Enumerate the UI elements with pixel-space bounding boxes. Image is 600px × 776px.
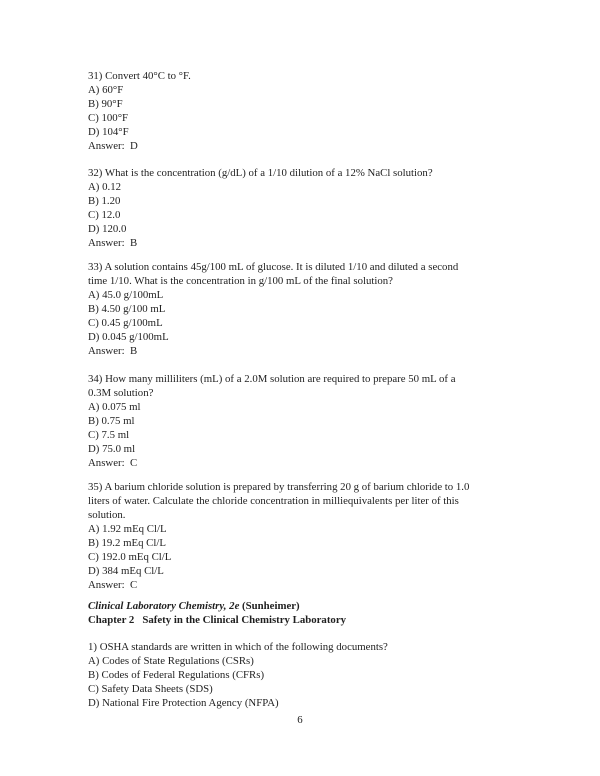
choice-a: A) 60°F — [88, 84, 124, 96]
question-text-line2: time 1/10. What is the concentration in g/100 mL of the final solution? — [88, 275, 393, 287]
choice-c: C) 12.0 — [88, 209, 121, 221]
choice-a: A) 1.92 mEq Cl/L — [88, 523, 167, 535]
choice-b: B) 19.2 mEq Cl/L — [88, 537, 166, 549]
question-35 — [88, 480, 574, 592]
answer-line: Answer: B — [88, 345, 138, 357]
question-34 — [88, 372, 574, 470]
choice-a: A) 0.075 ml — [88, 401, 141, 413]
question-text: 35) A barium chloride solution is prepared by transferring 20 g of barium chloride to 1.0 — [88, 481, 470, 493]
answer-line: Answer: C — [88, 579, 138, 591]
choice-b: B) 1.20 — [88, 195, 121, 207]
question-text-line3: solution. — [88, 509, 126, 521]
question-31 — [88, 69, 574, 153]
question-text-line2: liters of water. Calculate the chloride concentration in milliequivalents per liter of this — [88, 495, 459, 507]
question-text: 32) What is the concentration (g/dL) of a 1/10 dilution of a 12% NaCl solution? — [88, 167, 433, 179]
choice-c: C) 7.5 ml — [88, 429, 130, 441]
choice-d: D) 0.045 g/100mL — [88, 331, 169, 343]
choice-a: A) 0.12 — [88, 181, 121, 193]
question-text: 1) OSHA standards are written in which of the following documents? — [88, 641, 388, 653]
choice-a: A) 45.0 g/100mL — [88, 289, 164, 301]
question-text: 31) Convert 40°C to °F. — [88, 70, 191, 82]
question-33 — [88, 260, 574, 358]
choice-d: D) National Fire Protection Agency (NFPA) — [88, 697, 279, 709]
answer-line: Answer: D — [88, 140, 138, 152]
answer-line: Answer: C — [88, 457, 138, 469]
answer-line: Answer: B — [88, 237, 138, 249]
book-title-line — [88, 599, 574, 613]
choice-c: C) 0.45 g/100mL — [88, 317, 163, 329]
choice-b: B) 0.75 ml — [88, 415, 135, 427]
question-text: 33) A solution contains 45g/100 mL of glucose. It is diluted 1/10 and diluted a second — [88, 261, 459, 273]
chapter-heading — [88, 599, 574, 627]
choice-c: C) Safety Data Sheets (SDS) — [88, 683, 213, 695]
question-text: 34) How many milliliters (mL) of a 2.0M solution are required to prepare 50 mL of a — [88, 373, 456, 385]
choice-c: C) 100°F — [88, 112, 129, 124]
choice-b: B) 90°F — [88, 98, 123, 110]
choice-d: D) 75.0 ml — [88, 443, 136, 455]
question-1 — [88, 640, 574, 710]
choice-b: B) 4.50 g/100 mL — [88, 303, 166, 315]
chapter-title: Chapter 2 Safety in the Clinical Chemistry Laboratory — [88, 614, 347, 626]
page-number: 6 — [297, 714, 303, 726]
question-text-line2: 0.3M solution? — [88, 387, 154, 399]
choice-d: D) 384 mEq Cl/L — [88, 565, 164, 577]
choice-b: B) Codes of Federal Regulations (CFRs) — [88, 669, 265, 681]
choice-a: A) Codes of State Regulations (CSRs) — [88, 655, 254, 667]
question-32 — [88, 166, 574, 250]
choice-d: D) 104°F — [88, 126, 129, 138]
choice-c: C) 192.0 mEq Cl/L — [88, 551, 172, 563]
book-title: Clinical Laboratory Chemistry, 2e — [88, 600, 240, 612]
book-author: (Sunheimer) — [239, 600, 300, 612]
choice-d: D) 120.0 — [88, 223, 127, 235]
